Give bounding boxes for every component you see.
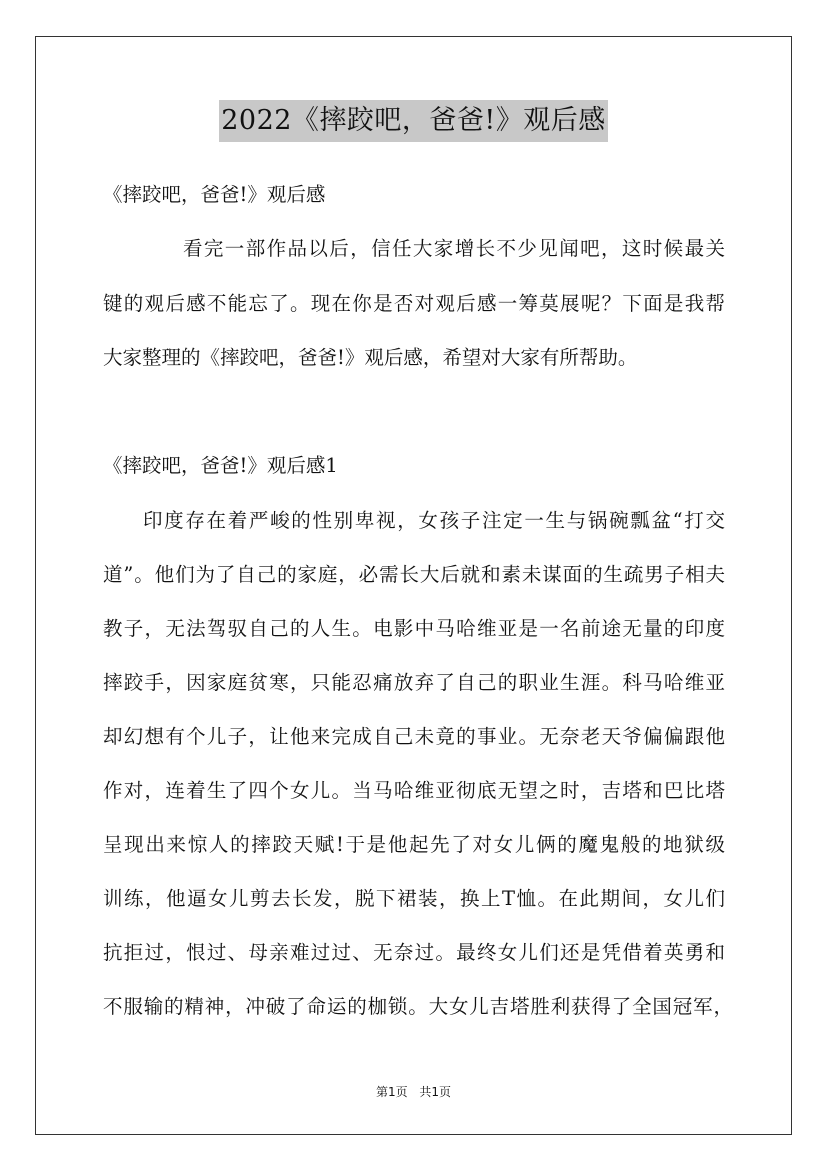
body-line: 印度存在着严峻的性别卑视，女孩子注定一生与锅碗瓢盆“打交 [143, 509, 725, 532]
section-heading: 《摔跤吧，爸爸!》观后感1 [103, 454, 338, 477]
intro-line: 键的观后感不能忘了。现在你是否对观后感一筹莫展呢？下面是我帮 [103, 292, 725, 315]
body-line: 道”。他们为了自己的家庭，必需长大后就和素未谋面的生疏男子相夫 [103, 563, 725, 586]
body-line: 摔跤手，因家庭贫寒，只能忍痛放弃了自己的职业生涯。科马哈维亚 [103, 671, 725, 694]
body-line: 呈现出来惊人的摔跤天赋!于是他起先了对女儿俩的魔鬼般的地狱级 [103, 833, 725, 856]
body-line: 不服输的精神，冲破了命运的枷锁。大女儿吉塔胜利获得了全国冠军， [103, 995, 733, 1018]
page-total: 共1页 [419, 1085, 452, 1099]
body-line: 抗拒过，恨过、母亲难过过、无奈过。最终女儿们还是凭借着英勇和 [103, 941, 725, 964]
body-line: 却幻想有个儿子，让他来完成自己未竟的事业。无奈老天爷偏偏跟他 [103, 725, 725, 748]
document-title: 2022《摔跤吧，爸爸!》观后感 [219, 100, 608, 142]
intro-line: 大家整理的《摔跤吧，爸爸!》观后感，希望对大家有所帮助。 [103, 346, 638, 369]
body-line: 作对，连着生了四个女儿。当马哈维亚彻底无望之时，吉塔和巴比塔 [103, 779, 725, 802]
intro-line: 看完一部作品以后，信任大家增长不少见闻吧，这时候最关 [183, 237, 725, 260]
page-footer [0, 1083, 827, 1100]
body-line: 教子，无法驾驭自己的人生。电影中马哈维亚是一名前途无量的印度 [103, 617, 725, 640]
page-number: 第1页 [375, 1085, 408, 1099]
document-subtitle: 《摔跤吧，爸爸!》观后感 [103, 183, 326, 206]
title-container [0, 100, 827, 142]
body-line: 训练，他逼女儿剪去长发，脱下裙装，换上T恤。在此期间，女儿们 [103, 887, 725, 910]
